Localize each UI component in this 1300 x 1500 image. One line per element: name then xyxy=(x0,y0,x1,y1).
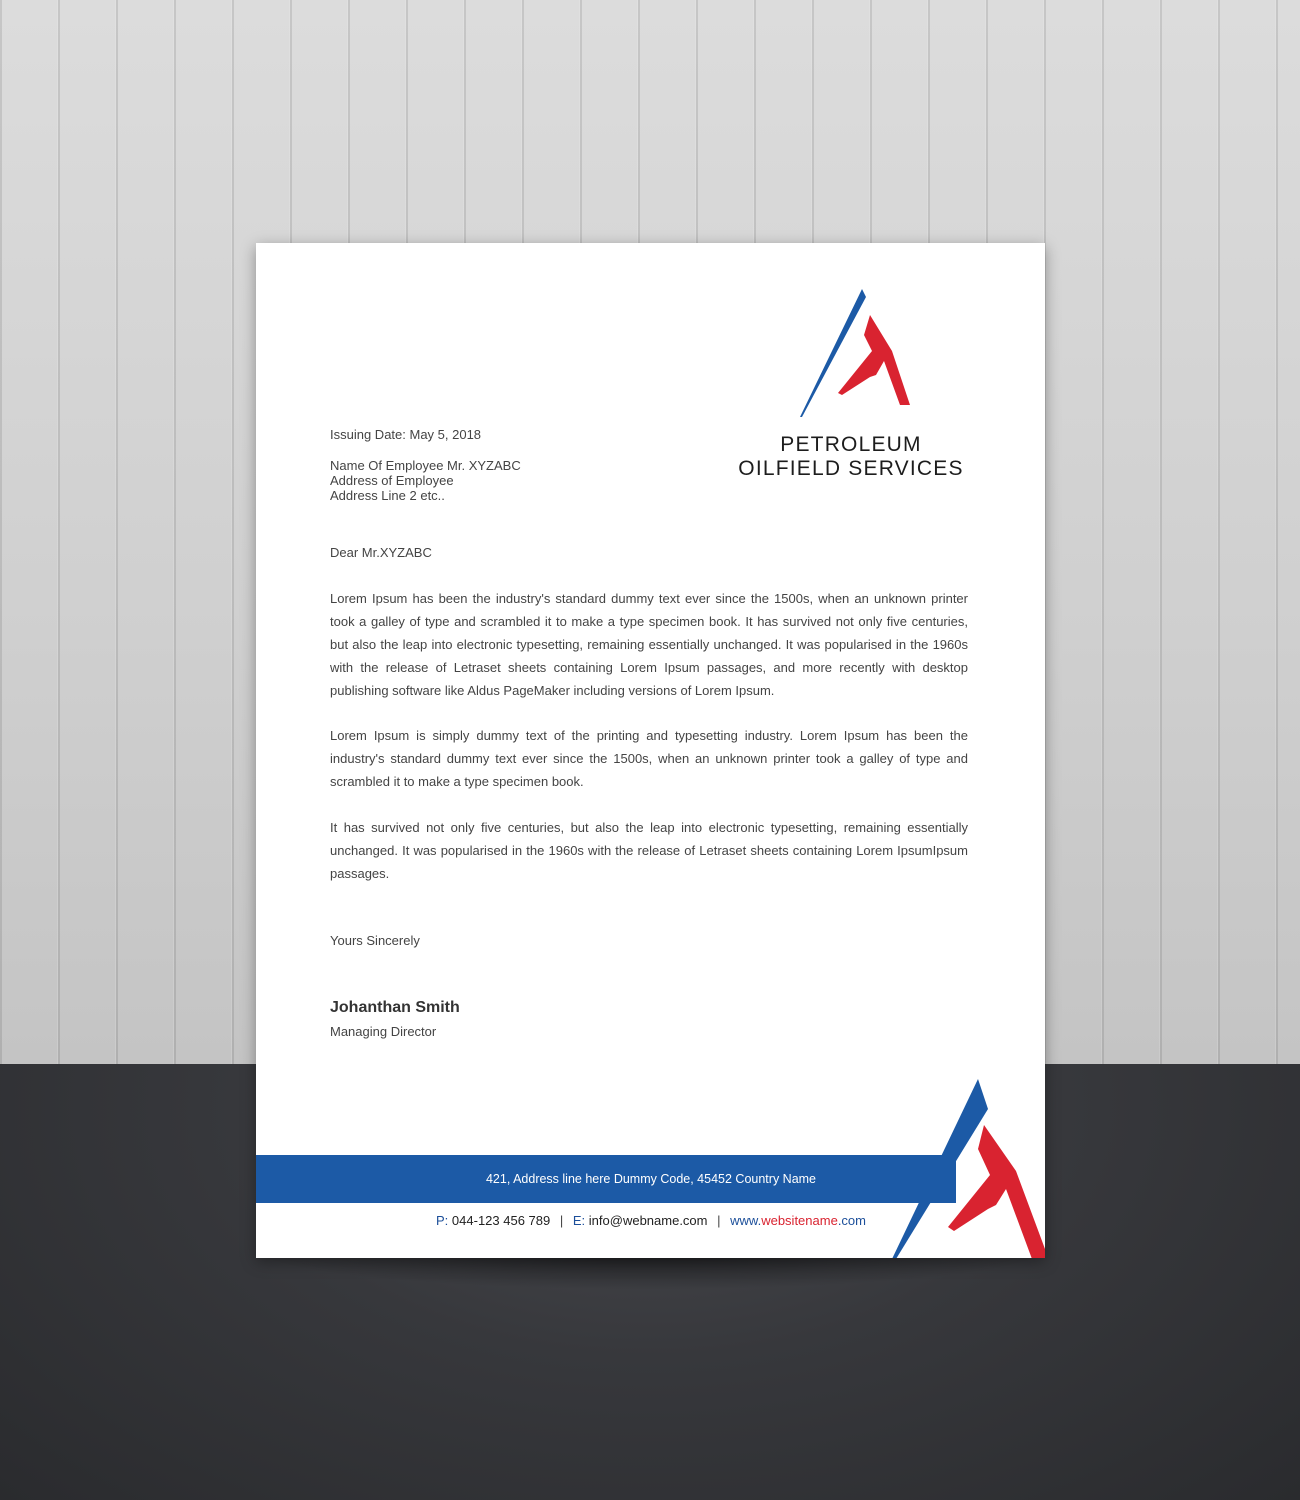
signer-name: Johanthan Smith xyxy=(330,999,460,1016)
footer-address: 421, Address line here Dummy Code, 45452 Country Name xyxy=(485,1172,817,1186)
company-name xyxy=(726,433,976,481)
email-label: E: xyxy=(572,1213,586,1228)
greeting: Dear Mr.XYZABC xyxy=(330,545,432,560)
website-suffix: .com xyxy=(837,1213,866,1228)
recipient-address-line2: Address Line 2 etc.. xyxy=(330,488,445,503)
company-name-line2: OILFIELD SERVICES xyxy=(738,457,964,480)
website-name: websitename xyxy=(761,1213,838,1228)
mountain-peak-logo-icon xyxy=(800,289,914,423)
recipient-address xyxy=(330,458,521,503)
body-paragraph-2: Lorem Ipsum is simply dummy text of the printing and typesetting industry. Lorem Ipsum has been the industry's standard dummy text ever since the 1500s, when an unknown printer took a galley of type and scrambled it to make a type specimen book. xyxy=(330,728,968,789)
body-paragraph-1: Lorem Ipsum has been the industry's standard dummy text ever since the 1500s, when an unknown printer took a galley of type and scrambled it to make a type specimen book. It has survived not only five centuries, but also the leap into electronic typesetting, remaining essentially unchanged. It was popularised in the 1960s with the release of Letraset sheets containing Lorem Ipsum passages, and more recently with desktop publishing software like Aldus PageMaker including versions of Lorem Ipsum. xyxy=(330,591,968,698)
company-name-line1: PETROLEUM xyxy=(780,433,922,456)
phone-label: P: xyxy=(436,1213,449,1228)
corner-logo-icon xyxy=(892,1079,1045,1258)
body-paragraph-3: It has survived not only five centuries, but also the leap into electronic typesetting, remaining essentially unchanged. It was popularised in the 1960s with the release of Letraset sheets containing Lorem IpsumIpsum passages. xyxy=(330,820,968,881)
letterhead-sheet xyxy=(256,243,1045,1258)
website xyxy=(730,1213,866,1228)
recipient-address-line1: Address of Employee xyxy=(330,473,454,488)
issuing-date: Issuing Date: May 5, 2018 xyxy=(330,427,482,442)
separator: | xyxy=(717,1213,721,1228)
email-address: info@webname.com xyxy=(588,1213,708,1228)
signer-title: Managing Director xyxy=(330,1024,437,1039)
recipient-name: Name Of Employee Mr. XYZABC xyxy=(330,458,521,473)
website-prefix: www. xyxy=(730,1213,762,1228)
separator: | xyxy=(559,1213,564,1228)
phone-number: 044-123 456 789 xyxy=(451,1213,551,1228)
closing: Yours Sincerely xyxy=(330,933,420,948)
